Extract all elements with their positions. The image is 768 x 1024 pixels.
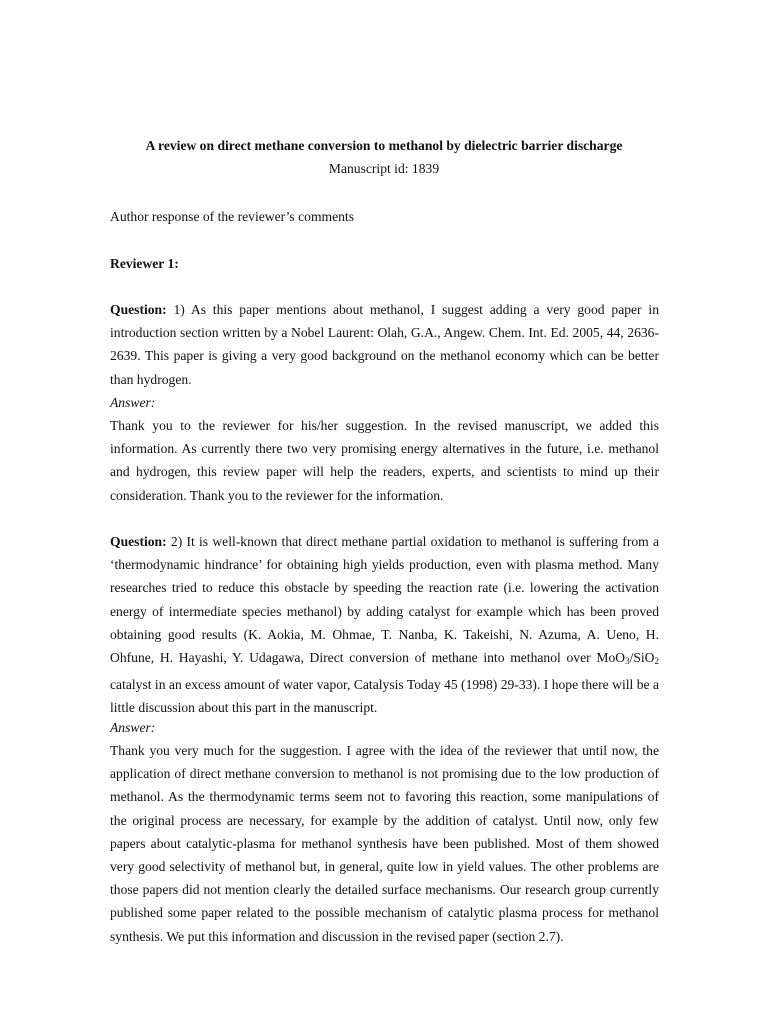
question-label: Question:	[110, 534, 167, 549]
answer-2-label: Answer:	[110, 720, 156, 735]
question-2-text-part3: catalyst in an excess amount of water vapor, Catalysis Today 45 (1998) 29-33). I hope there will be a little discussion about this part in the manuscript.	[110, 677, 659, 716]
answer-2-text: Thank you very much for the suggestion. I agree with the idea of the reviewer that until now, the application of direct methane conversion to methanol is not promising due to the low production of methanol. As the thermodynamic terms seem not to favoring this reaction, some manipulations of the original process are necessary, for example by the addition of catalyst. Until now, only few papers about catalytic-plasma for methanol synthesis have been published. Most of them showed very good selectivity of methanol but, in general, quite low in yield values. The other problems are those papers did not mention clearly the detailed surface mechanisms. Our research group currently published some paper related to the possible mechanism of catalytic plasma process for methanol synthesis. We put this information and discussion in the revised paper (section 2.7).	[110, 743, 659, 944]
question-1	[110, 298, 659, 391]
reviewer-heading: Reviewer 1:	[110, 256, 179, 271]
manuscript-id: Manuscript id: 1839	[328, 161, 440, 176]
answer-1-label: Answer:	[110, 395, 156, 410]
question-2-text-part2: /SiO	[629, 650, 655, 666]
question-label: Question:	[110, 302, 167, 317]
question-2	[110, 530, 659, 720]
question-2-text-part1: 2) It is well-known that direct methane partial oxidation to methanol is suffering from a ‘thermodynamic hindrance’ for obtaining high yields production, even with plasma method. Many researches tried to reduce this obstacle by speeding the reaction rate (i.e. lowering the activation energy of intermediate species methanol) by adding catalyst for example which has been proved obtaining good results (K. Aokia, M. Ohmae, T. Nanba, K. Takeishi, N. Azuma, A. Ueno, H. Ohfune, H. Hayashi, Y. Udagawa, Direct conversion of methane into methanol over MoO	[110, 534, 659, 666]
subscript-2: 2	[654, 656, 659, 667]
subscript-3: 3	[625, 656, 630, 667]
intro-line: Author response of the reviewer’s comments	[110, 209, 354, 224]
document-title: A review on direct methane conversion to methanol by dielectric barrier discharge	[145, 138, 623, 153]
answer-1-text: Thank you to the reviewer for his/her suggestion. In the revised manuscript, we added this information. As currently there two very promising energy alternatives in the future, i.e. methanol and hydrogen, this review paper will help the readers, experts, and scientists to mind up their consideration. Thank you to the reviewer for the information.	[110, 418, 659, 503]
question-1-text: 1) As this paper mentions about methanol, I suggest adding a very good paper in introduction section written by a Nobel Laurent: Olah, G.A., Angew. Chem. Int. Ed. 2005, 44, 2636-2639. This paper is giving a very good background on the methanol economy which can be better than hydrogen.	[110, 302, 659, 387]
